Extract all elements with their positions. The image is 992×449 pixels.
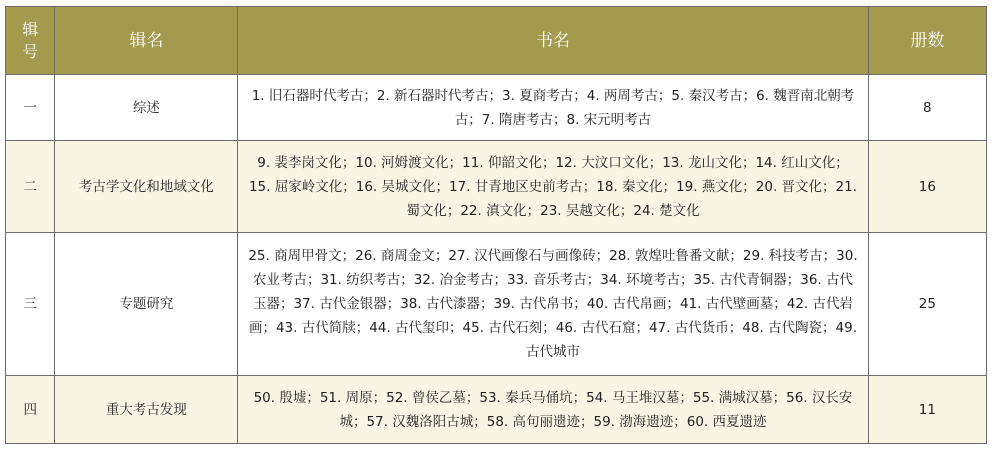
- header-series-number: 辑号: [6, 7, 55, 75]
- volume-count-cell: 11: [868, 376, 986, 444]
- book-titles-cell: 25. 商周甲骨文；26. 商周金文；27. 汉代画像石与画像砖；28. 敦煌吐鲁番文献；29. 科技考古；30. 农业考古；31. 纺织考古；32. 冶金考古；33. 音乐考古；34. 环境考古；35. 古代青铜器；36. 古代玉器；37. 古代金银器；38. 古代漆器；39. 古代帛书；40. 古代帛画；41. 古代壁画墓；42. 古代岩画；43. 古代简牍；44. 古代玺印；45. 古代石刻；46. 古代石窟；47. 古代货币；48. 古代陶瓷；49. 古代城市: [238, 233, 868, 376]
- series-name-cell: 考古学文化和地域文化: [55, 141, 238, 233]
- table-row: [6, 376, 987, 444]
- catalog-table-wrapper: [5, 6, 987, 444]
- series-name-cell: 综述: [55, 75, 238, 141]
- volume-count-cell: 16: [868, 141, 986, 233]
- series-name-cell: 重大考古发现: [55, 376, 238, 444]
- header-series-name: 辑名: [55, 7, 238, 75]
- table-header-row: [6, 7, 987, 75]
- book-series-table: [5, 6, 987, 444]
- series-number-cell: 一: [6, 75, 55, 141]
- series-name-cell: 专题研究: [55, 233, 238, 376]
- series-number-cell: 二: [6, 141, 55, 233]
- table-row: [6, 75, 987, 141]
- table-row: [6, 233, 987, 376]
- table-row: [6, 141, 987, 233]
- header-book-titles: 书名: [238, 7, 868, 75]
- volume-count-cell: 25: [868, 233, 986, 376]
- book-titles-cell: 9. 裴李岗文化；10. 河姆渡文化；11. 仰韶文化；12. 大汶口文化；13. 龙山文化；14. 红山文化；15. 屈家岭文化；16. 吴城文化；17. 甘青地区史前考古；18. 秦文化；19. 燕文化；20. 晋文化；21. 蜀文化；22. 滇文化；23. 吴越文化；24. 楚文化: [238, 141, 868, 233]
- book-titles-cell: 1. 旧石器时代考古；2. 新石器时代考古；3. 夏商考古；4. 两周考古；5. 秦汉考古；6. 魏晋南北朝考古；7. 隋唐考古；8. 宋元明考古: [238, 75, 868, 141]
- series-number-cell: 三: [6, 233, 55, 376]
- volume-count-cell: 8: [868, 75, 986, 141]
- book-titles-cell: 50. 殷墟；51. 周原；52. 曾侯乙墓；53. 秦兵马俑坑；54. 马王堆汉墓；55. 满城汉墓；56. 汉长安城；57. 汉魏洛阳古城；58. 高句丽遗迹；59. 渤海遗迹；60. 西夏遗迹: [238, 376, 868, 444]
- header-volume-count: 册数: [868, 7, 986, 75]
- series-number-cell: 四: [6, 376, 55, 444]
